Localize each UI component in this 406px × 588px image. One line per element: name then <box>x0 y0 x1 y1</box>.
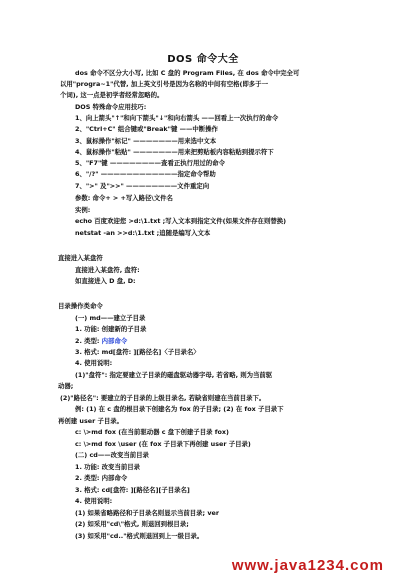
cd-desc-line: (2) 如采用"cd\"格式, 则退回到根目录; <box>75 520 189 528</box>
md-desc-line: c: \>md fox \user (在 fox 子目录下再创建 user 子目录) <box>75 440 251 448</box>
section-heading: 直接进入某盘符 <box>58 254 103 262</box>
example-line: echo 百度欢迎您 >d:\1.txt ;写入文本到指定文件(如果文件存在则替换) <box>75 217 287 225</box>
cd-item: 4. 使用说明: <box>75 497 113 505</box>
intro-line: dos 命令不区分大小写, 比如 C 盘的 Program Files, 在 dos 命令中完全可 <box>75 69 300 77</box>
md-desc-line: 动器; <box>58 382 74 390</box>
cd-desc-line: (3) 如采用"cd.."格式则退回到上一级目录。 <box>75 532 204 540</box>
example-line: netstat -an >>d:\1.txt ;追随是编写入文本 <box>75 229 211 237</box>
md-desc-line: 例: (1) 在 c 盘的根目录下创建名为 fox 的子目录; (2) 在 fox 子目录下 <box>75 405 284 413</box>
md-item: 3. 格式: md[盘符: ][路径名]〈子目录名〉 <box>75 348 200 356</box>
md-item-label: 2. 类型: <box>75 337 102 345</box>
md-desc-line: 再创建 user 子目录。 <box>58 417 124 425</box>
md-item: 1. 功能: 创建新的子目录 <box>75 325 147 333</box>
cd-desc-line: (1) 如果省略路径和子目录名则显示当前目录; ver <box>75 509 219 517</box>
md-desc-line: (2)"路径名": 要建立的子目录的上级目录名, 若缺省则建在当前目录下。 <box>60 394 266 402</box>
tip-item: 6、"/?" ————————————指定命令帮助 <box>75 170 216 178</box>
md-item: 4. 使用说明: <box>75 359 113 367</box>
watermark: www.java1234.com <box>231 557 384 574</box>
md-desc-line: c: \>md fox (在当前驱动器 c 盘下创建子目录 fox) <box>75 428 229 436</box>
md-desc-line: (1)"盘符": 指定要建立子目录的磁盘驱动器字母, 若省略, 则为当前驱 <box>75 371 273 379</box>
md-item <box>75 337 127 346</box>
section-line: 如直接进入 D 盘, D: <box>75 277 136 285</box>
tip-item: 3、鼠标操作"标记" ———————用来选中文本 <box>75 137 217 145</box>
tip-item: 2、"Ctrl+C" 组合键或"Break"键 ——中断操作 <box>75 125 218 133</box>
cd-heading: (二) cd——改变当前目录 <box>75 451 149 459</box>
param-line: 参数: 命令+ > +写入路径\文件名 <box>75 194 173 202</box>
cd-item: 1. 功能: 改变当前目录 <box>75 463 141 471</box>
md-heading: (一) md——建立子目录 <box>75 314 146 322</box>
section-line: 直接进入某盘符, 盘符: <box>75 266 140 274</box>
example-label: 实例: <box>75 206 91 214</box>
section-heading: 目录操作类命令 <box>58 302 103 310</box>
cd-item: 2. 类型: 内部命令 <box>75 474 128 482</box>
page-title: DOS 命令大全 <box>167 54 239 65</box>
tip-item: 7、">" 及">>" ————————文件重定向 <box>75 182 210 190</box>
tip-item: 5、"F7"键 ————————查看正执行用过的命令 <box>75 159 225 167</box>
tip-item: 1、向上箭头"↑"和向下箭头"↓"和向右箭头 ——回看上一次执行的命令 <box>75 114 279 122</box>
md-item-highlight: 内部命令 <box>101 337 128 345</box>
intro-line: 以用"progra~1"代替, 加上英文引号是因为名称的中间有空格(即多于一 <box>60 80 268 88</box>
cd-item: 3. 格式: cd[盘符: ][路径名][子目录名] <box>75 486 190 494</box>
tip-item: 4、鼠标操作"粘贴" ———————用来把剪贴板内容粘贴到提示符下 <box>75 148 274 156</box>
tips-heading: DOS 特殊命令应用技巧: <box>75 103 147 111</box>
intro-line: 个词), 这一点是初学者经常忽略的。 <box>60 91 164 99</box>
